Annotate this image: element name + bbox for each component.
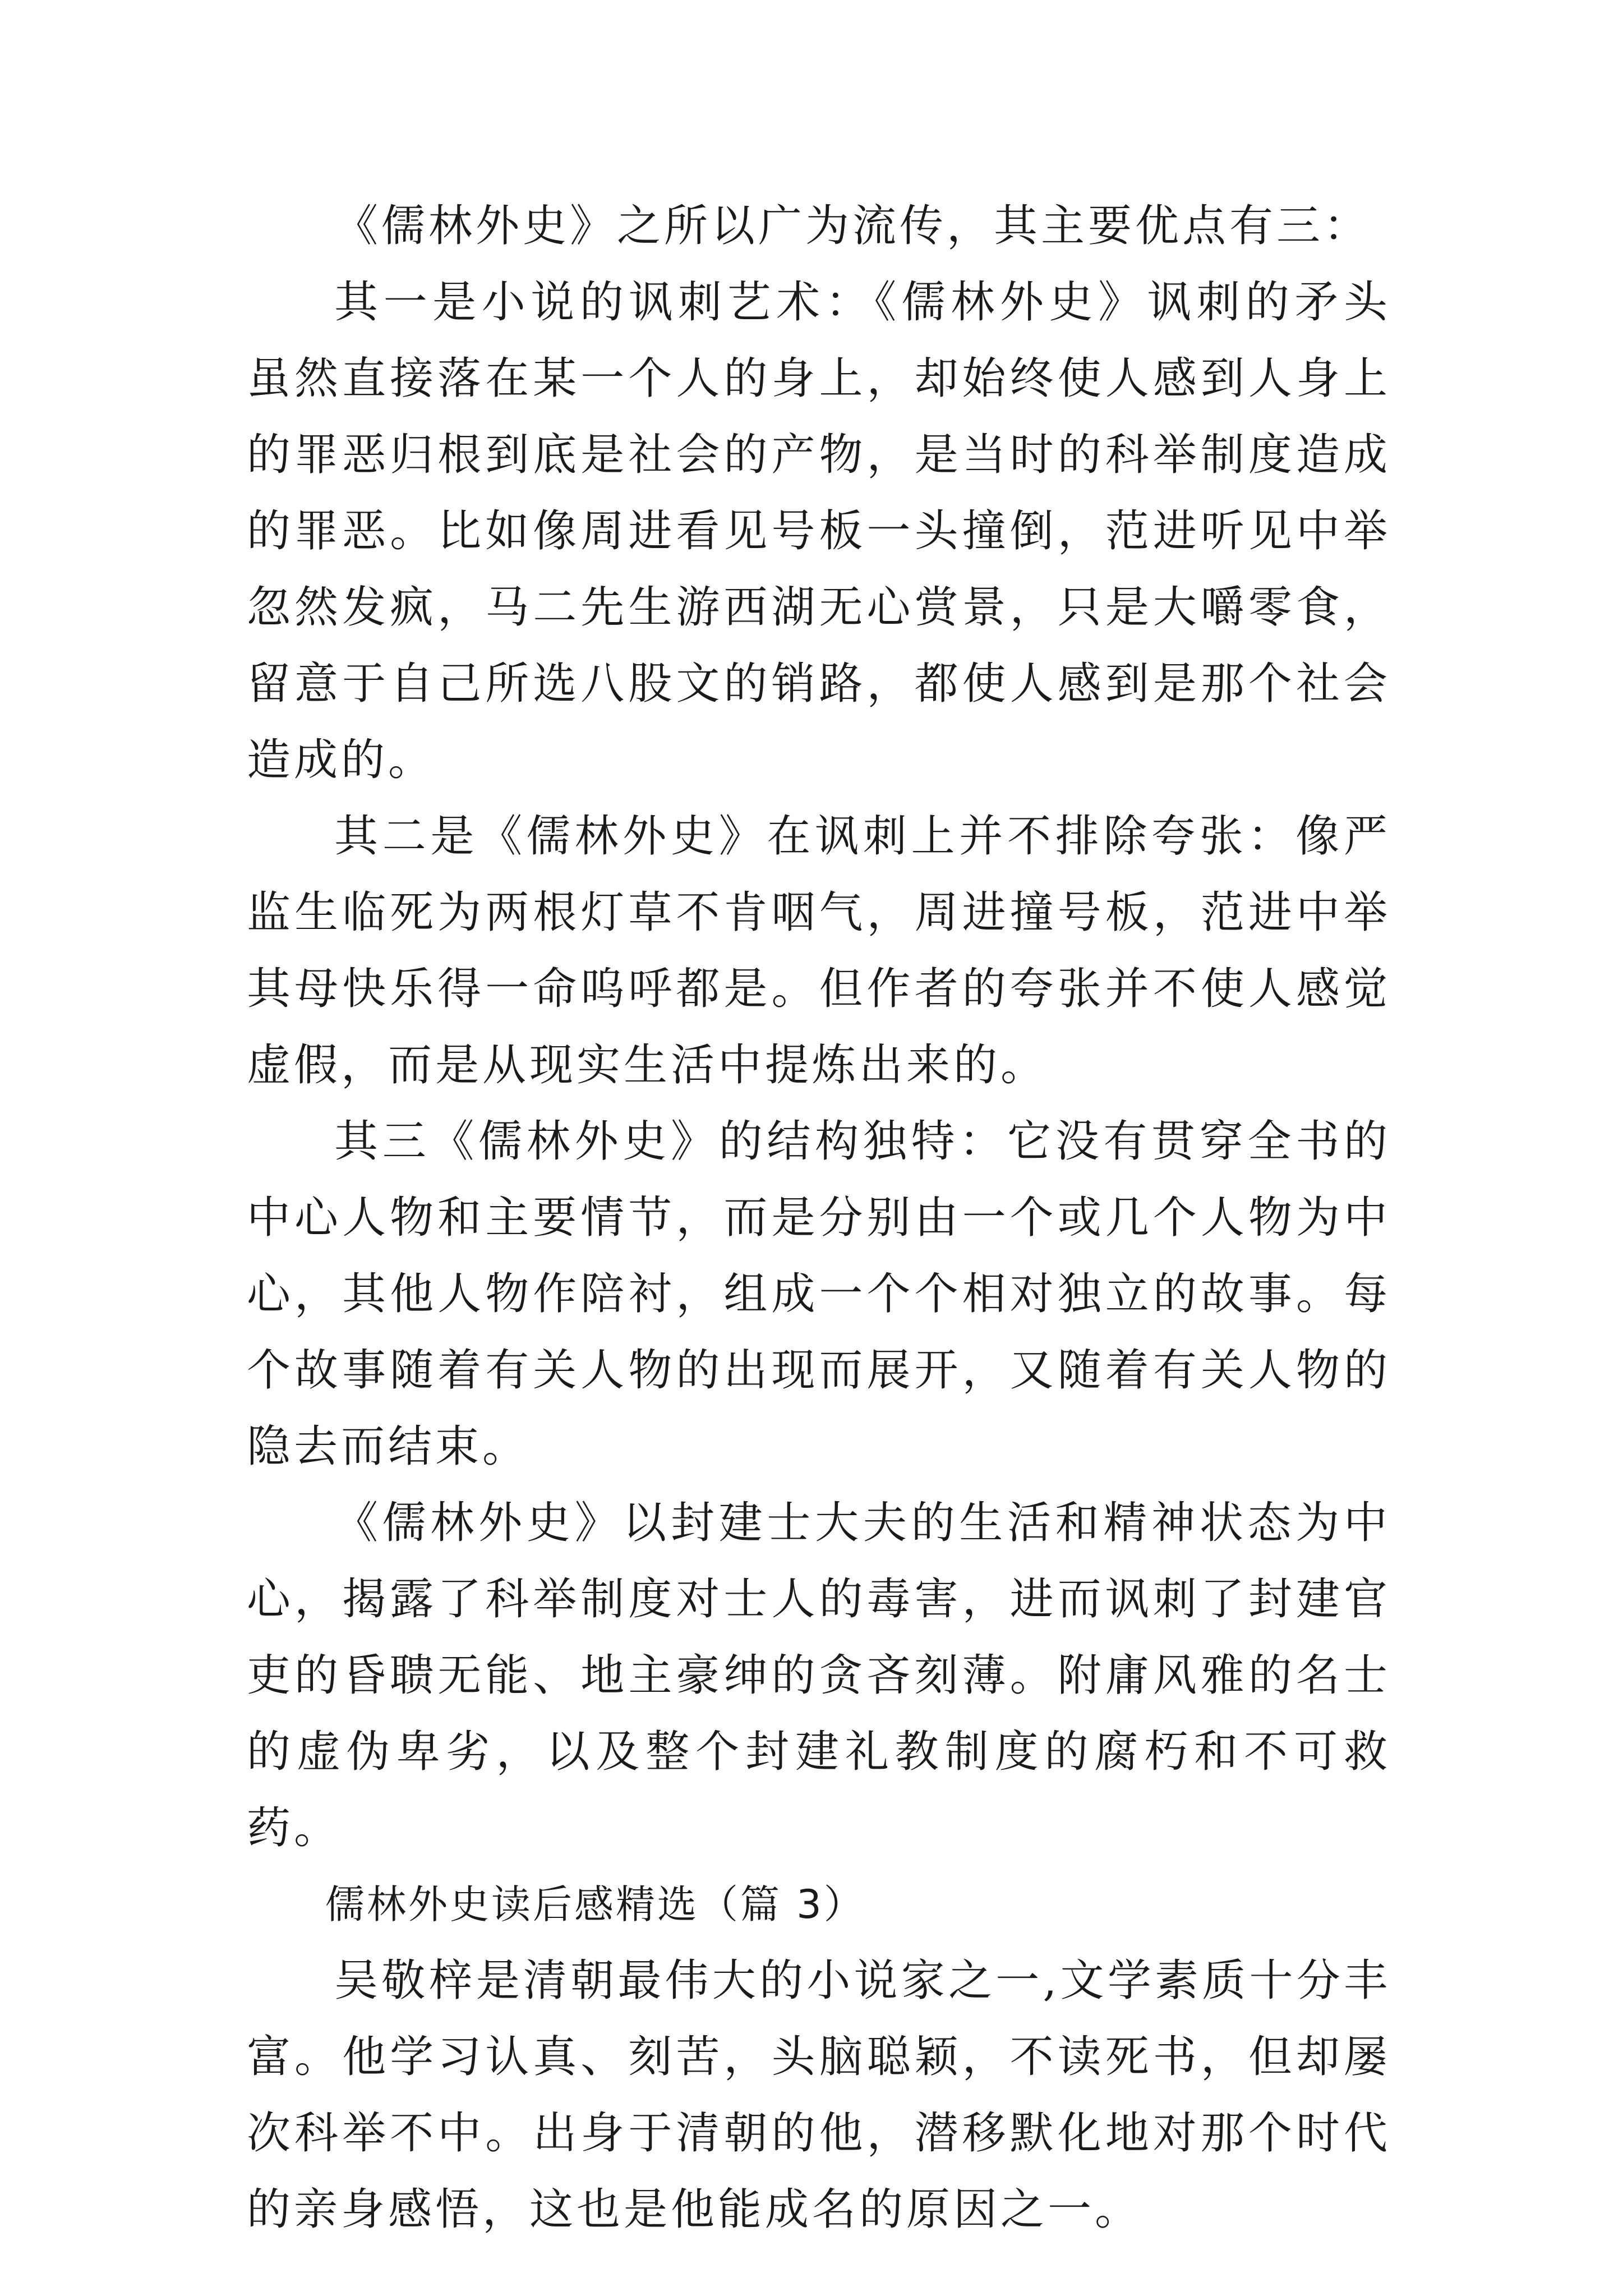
point-two-paragraph: 其二是《儒林外史》在讽刺上并不排除夸张：像严监生临死为两根灯草不肯咽气，周进撞号板，范进中举其母快乐得一命呜呼都是。但作者的夸张并不使人感觉虚假，而是从现实生活中提炼出来的。 xyxy=(247,811,1391,1091)
section-heading: 儒林外史读后感精选（篇 3） xyxy=(325,1881,865,1927)
intro-paragraph: 《儒林外史》之所以广为流传，其主要优点有三： xyxy=(334,201,1371,251)
document-body xyxy=(247,188,1391,2248)
closing-paragraph: 吴敬梓是清朝最伟大的小说家之一,文学素质十分丰富。他学习认真、刻苦，头脑聪颖，不读死书，但却屡次科举不中。出身于清朝的他，潜移默化地对那个时代的亲身感悟，这也是他能成名的原因之一。 xyxy=(247,1955,1391,2235)
summary-paragraph: 《儒林外史》以封建士大夫的生活和精神状态为中心，揭露了科举制度对士人的毒害，进而讽刺了封建官吏的昏聩无能、地主豪绅的贪吝刻薄。附庸风雅的名士的虚伪卑劣，以及整个封建礼教制度的腐朽和不可救药。 xyxy=(247,1498,1391,1853)
point-one-paragraph: 其一是小说的讽刺艺术：《儒林外史》讽刺的矛头虽然直接落在某一个人的身上，却始终使人感到人身上的罪恶归根到底是社会的产物，是当时的科举制度造成的罪恶。比如像周进看见号板一头撞倒，范进听见中举忽然发疯，马二先生游西湖无心赏景，只是大嚼零食，留意于自己所选八股文的销路，都使人感到是那个社会造成的。 xyxy=(247,277,1391,785)
point-three-paragraph: 其三《儒林外史》的结构独特：它没有贯穿全书的中心人物和主要情节，而是分别由一个或几个人物为中心，其他人物作陪衬，组成一个个相对独立的故事。每个故事随着有关人物的出现而展开，又随着有关人物的隐去而结束。 xyxy=(247,1116,1391,1472)
